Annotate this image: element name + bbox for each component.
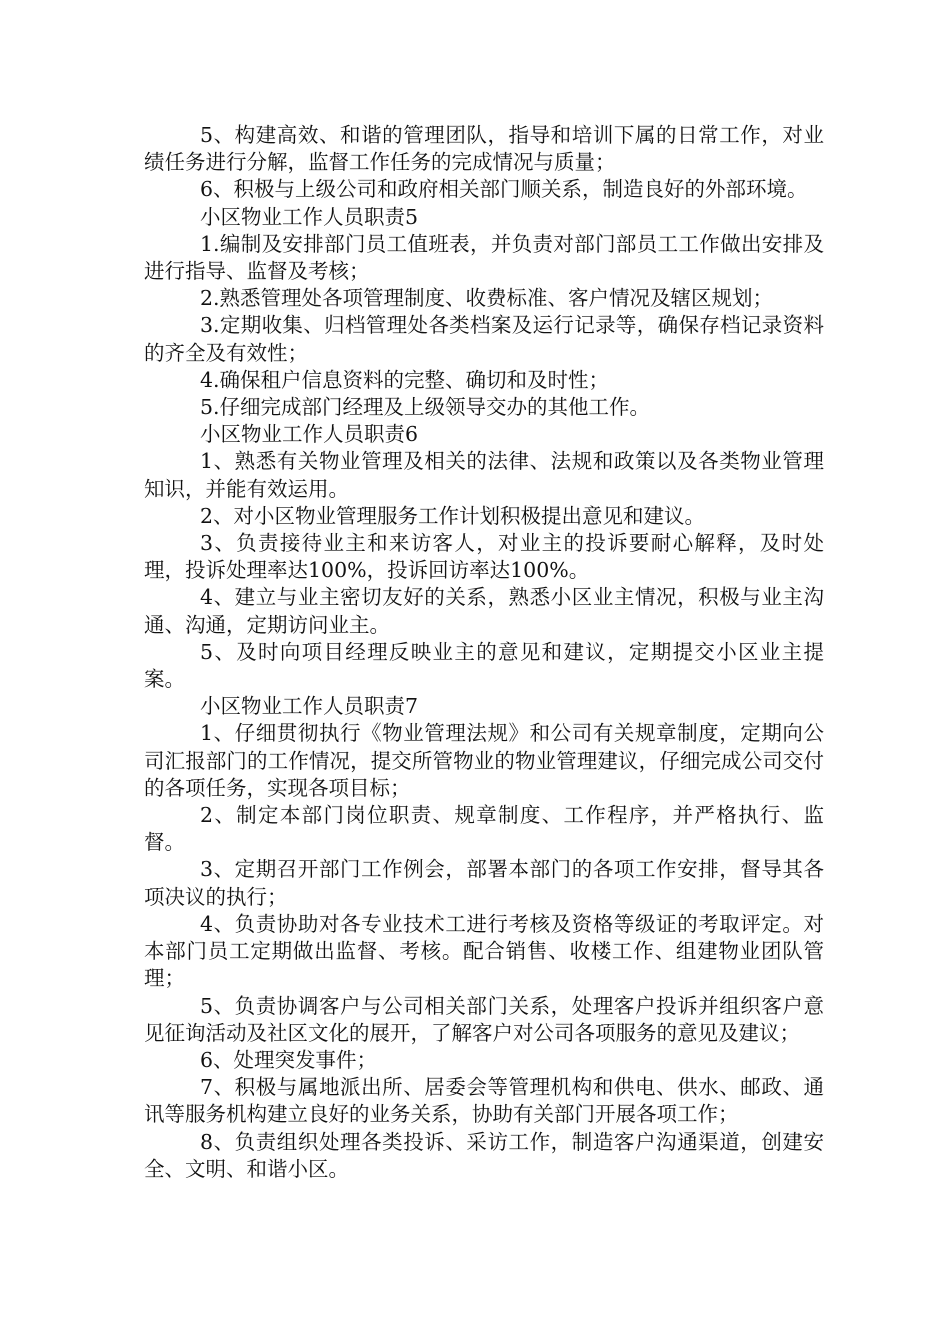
section-heading-duty-5: 小区物业工作人员职责5 xyxy=(200,204,419,229)
section-heading-duty-7: 小区物业工作人员职责7 xyxy=(200,694,419,719)
paragraph-duty-5-item-5: 5.仔细完成部门经理及上级领导交办的其他工作。 xyxy=(200,395,651,420)
paragraph-duty-4-item-5: 5、构建高效、和谐的管理团队，指导和培训下属的日常工作，对业绩任务进行分解，监督工作任务的完成情况与质量； xyxy=(144,123,824,175)
section-heading-duty-6: 小区物业工作人员职责6 xyxy=(200,422,419,447)
paragraph-duty-7-item-5: 5、负责协调客户与公司相关部门关系，处理客户投诉并组织客户意见征询活动及社区文化的展开，了解客户对公司各项服务的意见及建议； xyxy=(144,993,824,1045)
paragraph-duty-7-item-1: 1、仔细贯彻执行《物业管理法规》和公司有关规章制度，定期向公司汇报部门的工作情况，提交所管物业的物业管理建议，仔细完成公司交付的各项任务，实现各项目标； xyxy=(144,721,824,800)
paragraph-duty-5-item-2: 2.熟悉管理处各项管理制度、收费标准、客户情况及辖区规划； xyxy=(200,286,774,311)
paragraph-duty-5-item-4: 4.确保租户信息资料的完整、确切和及时性； xyxy=(200,367,610,392)
paragraph-duty-7-item-6: 6、处理突发事件； xyxy=(200,1047,378,1072)
paragraph-duty-6-item-3: 3、负责接待业主和来访客人，对业主的投诉要耐心解释，及时处理，投诉处理率达100%，投诉回访率达100%。 xyxy=(144,531,824,583)
paragraph-duty-7-item-3: 3、定期召开部门工作例会，部署本部门的各项工作安排，督导其各项决议的执行； xyxy=(144,857,824,909)
paragraph-duty-7-item-8: 8、负责组织处理各类投诉、采访工作，制造客户沟通渠道，创建安全、文明、和谐小区。 xyxy=(144,1129,824,1181)
paragraph-duty-4-item-6: 6、积极与上级公司和政府相关部门顺关系，制造良好的外部环境。 xyxy=(200,177,808,202)
paragraph-duty-6-item-5: 5、及时向项目经理反映业主的意见和建议，定期提交小区业主提案。 xyxy=(144,639,824,692)
paragraph-duty-6-item-1: 1、熟悉有关物业管理及相关的法律、法规和政策以及各类物业管理知识，并能有效运用。 xyxy=(144,449,824,501)
paragraph-duty-6-item-2: 2、对小区物业管理服务工作计划积极提出意见和建议。 xyxy=(200,503,706,528)
paragraph-duty-5-item-3: 3.定期收集、归档管理处各类档案及运行记录等，确保存档记录资料的齐全及有效性； xyxy=(144,313,824,365)
paragraph-duty-7-item-4: 4、负责协助对各专业技术工进行考核及资格等级证的考取评定。对本部门员工定期做出监督、考核。配合销售、收楼工作、组建物业团队管理； xyxy=(144,911,824,991)
paragraph-duty-7-item-2: 2、制定本部门岗位职责、规章制度、工作程序，并严格执行、监督。 xyxy=(144,803,824,855)
document-page xyxy=(144,122,824,1183)
paragraph-duty-5-item-1: 1.编制及安排部门员工值班表，并负责对部门部员工工作做出安排及进行指导、监督及考核； xyxy=(144,231,824,284)
paragraph-duty-6-item-4: 4、建立与业主密切友好的关系，熟悉小区业主情况，积极与业主沟通、沟通，定期访问业主。 xyxy=(144,585,824,637)
paragraph-duty-7-item-7: 7、积极与属地派出所、居委会等管理机构和供电、供水、邮政、通讯等服务机构建立良好的业务关系，协助有关部门开展各项工作； xyxy=(144,1075,824,1127)
